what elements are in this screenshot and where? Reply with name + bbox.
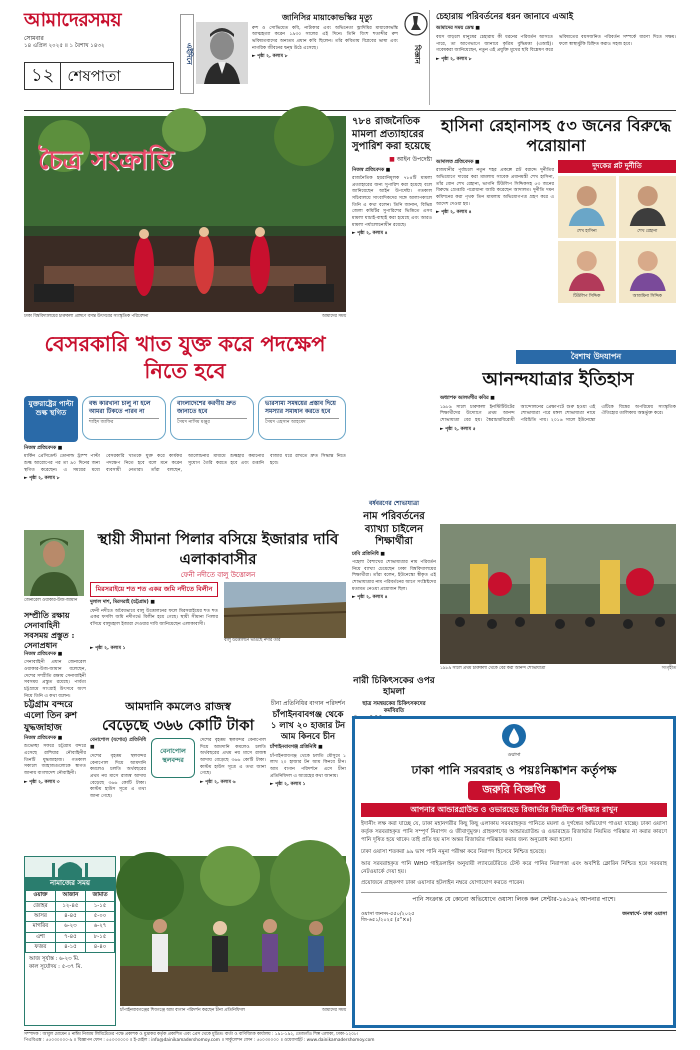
pillar-kicker: ফেনী নদীতে বালু উত্তোলন xyxy=(180,571,256,579)
pillar-more: ► পৃষ্ঠা ২, কলাম ১ xyxy=(90,646,126,652)
pillar-sub: মিরসরাইয়ে শত শত একর জমি নদীতে বিলীন xyxy=(90,582,218,597)
hasina-body: রাজধানীর পূর্বাচলে নতুন শহর প্রকল্পে প্লট বরাদ্দে দুর্নীতির অভিযোগে দায়ের করা মামলায় সাবেক প্রধানমন্ত্রী শেখ হাসিনা, তাঁর বোন শেখ রেহানা, ভাগনি টিউলিপ সিদ্দিকসহ ৫৩ জনের বিরুদ্ধে গ্রেপ্তারি পরোয়ানা জারি করেছেন আদালত। দুর্নীতি দমন কমিশনের করা পৃথক তিন মামলায় অভিযোগপত্র গ্রহণ করে এ আদেশ দেওয়া হয়। xyxy=(436,168,554,207)
science-tag-label: বিজ্ঞান xyxy=(413,44,422,64)
prayer-row: এশা ৭-৪৫ ৮-১৫ xyxy=(26,932,115,942)
wasa-ref: ওয়াসা জনসং-৫৫০/২০২৫ xyxy=(361,910,415,917)
ediche-more: ► পৃষ্ঠা ২, কলাম ৮ xyxy=(252,54,288,60)
wasa-hotline: পানি সংক্রান্ত যে কোনো অভিযোগে ওয়াসা লিংক কল সেন্টার-১৬১৬২ আপনার পাশে। xyxy=(361,892,667,904)
pillar-article: স্থায়ী সীমানা পিলার বসিয়ে ইজারার দাবি এলাকাবাসীর ফেনী নদীতে বালু উত্তোলন মিরসরাইয়ে শত শত একর জমি নদীতে বিলীন দুলাল দাশ, মিরসরাই (চট্টগ্রাম) ■ ফেনী নদীতে অবৈধভাবে বালু উত্তোলনের ফলে মিরসরাইয়ের শত শত একর ফসলি জমি নদীগর্ভে বিলীন হয়ে গেছে। স্থায়ী সীমানা পিলার বসিয়ে বালুমহাল ইজারা দেওয়ার দাবি জানিয়েছেন এলাকাবাসী। বালু উত্তোলনে ভাঙছে নদীর তীর ► পৃষ্ঠা ২, কলাম ১ xyxy=(90,530,346,694)
revenue-kicker: আমদানি কমলেও রাজস্ব xyxy=(125,700,231,713)
ediche-tag: এইদিনে xyxy=(180,14,194,94)
prayer-times-table: ওয়াক্ত আজান জামাত জোহর ১২-৪৫ ১-১৫ আসর ৪-৪৫ ৫-০০ মাগরিব ৬-২৩ ৬-২৭ এশা ৭-৪৫ ৮-১৫ ফজর ৪-১৫ ৪-৪০ xyxy=(25,890,115,953)
wasa-body-4: প্রয়োজনে গ্রাহকগণ ঢাকা ওয়াসার হটলাইন নম্বরে যোগাযোগ করতে পারেন। xyxy=(361,880,525,887)
mamla-body: রাজনৈতিক হয়রানিমূলক ৭৮৪টি মামলা প্রত্যাহারের জন্য সুপারিশ করা হয়েছে বলে জানিয়েছেন আইন উপদেষ্টা। গতকাল সচিবালয়ে সাংবাদিকদের সঙ্গে আলাপকালে তিনি এ কথা বলেন। তিনি জানান, বিভিন্ন জেলা কমিটির সুপারিশের ভিত্তিতে এসব মামলা যাচাই-বাছাই করা হয়েছে এবং আরও মামলা পর্যালোচনাধীন রয়েছে। xyxy=(352,176,432,228)
hasina-article: হাসিনা রেহানাসহ ৫৩ জনের বিরুদ্ধে পরোয়ানা আদালত প্রতিবেদক ■ রাজধানীর পূর্বাচলে নতুন শহর প্রকল্পে প্লট বরাদ্দে দুর্নীতির অভিযোগে দায়ের করা মামলায় সাবেক প্রধানমন্ত্রী শেখ হাসিনা, তাঁর বোন শেখ রেহানা, ভাগনি টিউলিপ সিদ্দিকসহ ৫৩ জনের বিরুদ্ধে গ্রেপ্তারি পরোয়ানা জারি করেছেন আদালত। দুর্নীতি দমন কমিশনের করা পৃথক তিন মামলায় অভিযোগপত্র গ্রহণ করে এ আদেশ দেওয়া হয়। ► পৃষ্ঠা ২, কলাম ৪ দুদকের প্লট দুর্নীতি শেখ হাসিনা শেখ রেহানা টিউলিপ সিদ্দিক আজমিনা সিদ্দিক xyxy=(436,116,676,346)
ananda-tag: বৈশাখ উদযাপন xyxy=(516,350,676,364)
mamla-headline: ৭৮৪ রাজনৈতিক মামলা প্রত্যাহারের সুপারিশ করা হয়েছে xyxy=(352,116,431,152)
mango-body: চাঁপাইনবাবগঞ্জ থেকে চলতি মৌসুমে ১ লাখ ২০ হাজার টন আম কিনবে চীন। আম বাগান পরিদর্শনে এসে চীনা প্রতিনিধিদল এ আগ্রহের কথা জানায়। xyxy=(270,753,346,779)
name-change-more: ► পৃষ্ঠা ২, কলাম ৪ xyxy=(352,595,388,601)
wasa-subtitle: আপনার আন্ডারগ্রাউন্ড ও ওভারহেড রিজার্ভার নিয়মিত পরিষ্কার রাখুন xyxy=(361,803,667,817)
cover-photo-title: চৈত্র সংক্রান্তি xyxy=(38,146,174,176)
wasa-notice xyxy=(352,716,676,1028)
sun-times: আজ সূর্যাস্ত : ৬-২৩ মি. কাল সূর্যোদয় : ৫-৩৭ মি. xyxy=(29,956,83,970)
doctor-headline: নারী চিকিৎসকের ওপর হামলা xyxy=(353,676,435,698)
mango-more: ► পৃষ্ঠা ২, কলাম ১ xyxy=(270,782,306,788)
prayer-row: জোহর ১২-৪৫ ১-১৫ xyxy=(26,901,115,911)
river-bank-photo xyxy=(224,582,346,638)
wasa-body-1: ইদানীং লক্ষ করা যাচ্ছে যে, ঢাকা মহানগরীর কিছু কিছু এলাকায় সরবরাহকৃত পানিতে ময়লা ও দুর্গন্ধের অভিযোগ পাওয়া যাচ্ছে। ঢাকা ওয়াসা কর্তৃক সরবরাহকৃত পানি সম্পূর্ণ নিরাপদ ও জীবাণুমুক্ত। গ্রাহকগণের আন্ডারগ্রাউন্ড ও ওভারহেড রিজার্ভার নিয়মিত পরিষ্কার না করার কারণে পানি দূষিত হয়ে থাকে। তাই প্রতি ছয় মাস অন্তর রিজার্ভার পরিষ্কার করার জন্য অনুরোধ করা হলো। xyxy=(361,820,667,843)
science-article: চেহারায় পরিবর্তনের ধরন জানাবে এআই আমাদের সময় ডেস্ক ■ বয়স বাড়লে মানুষের চেহারায় কী ধরনের পরিবর্তন আসতে পারে, তা আগেভাগে জানাবে কৃত্রিম বুদ্ধিমত্তা (এআই)। গবেষকরা জানিয়েছেন, নতুন এই প্রযুক্তি মুখের ছবি বিশ্লেষণ করে ভবিষ্যতের বয়সজনিত পরিবর্তন সম্পর্কে ধারণা দিতে সক্ষম। ফলে স্বাস্থ্যঝুঁকি চিহ্নিত করাও সহজ হবে। ► পৃষ্ঠা ২, কলাম ৮ xyxy=(436,12,676,62)
port-body: শুভেচ্ছা সফরে চট্টগ্রাম বন্দরে এসেছে রাশিয়ার নৌবাহিনীর তিনটি যুদ্ধজাহাজ। গতকাল সকালে জাহাজগুলোকে স্বাগত জানায় বাংলাদেশ নৌবাহিনী। xyxy=(24,744,86,776)
army-caption: জেনারেল ওয়াকার-উজ-জামান xyxy=(24,598,78,603)
wasa-title: ঢাকা পানি সরবরাহ ও পয়ঃনিষ্কাশন কর্তৃপক্ষ xyxy=(411,762,617,777)
port-more: ► পৃষ্ঠা ২, কলাম ৩ xyxy=(24,779,60,785)
mango-article: চীনা প্রতিনিধির বাগান পরিদর্শন চাঁপাইনবাবগঞ্জ থেকে ১ লাখ ২০ হাজার টন আম কিনবে চীন চাঁপাইনবাবগঞ্জ প্রতিনিধি ■ চাঁপাইনবাবগঞ্জ থেকে চলতি মৌসুমে ১ লাখ ২০ হাজার টন আম কিনবে চীন। আম বাগান পরিদর্শনে এসে চীনা প্রতিনিধিদল এ আগ্রহের কথা জানায়। ► পৃষ্ঠা ২, কলাম ১ xyxy=(270,700,346,788)
mayakovsky-portrait xyxy=(196,22,248,84)
masthead-day: সোমবার xyxy=(24,34,44,42)
science-tag xyxy=(404,10,430,105)
mosque-icon xyxy=(25,857,115,877)
revenue-more: ► পৃষ্ঠা ২, কলাম ৬ xyxy=(200,780,236,786)
name-change-body: পহেলা বৈশাখের শোভাযাত্রার নাম পরিবর্তন নিয়ে ব্যাখ্যা চেয়েছেন ঢাকা বিশ্ববিদ্যালয়ের শিক্ষার্থীরা। তাঁরা বলেন, ইউনেস্কো স্বীকৃত এই শোভাযাত্রার নাম পরিবর্তনের আগে সংশ্লিষ্টদের মতামত নেওয়া প্রয়োজন ছিল। xyxy=(352,560,436,592)
microscope-icon xyxy=(404,10,428,38)
mamla-more: ► পৃষ্ঠা ২, কলাম ৪ xyxy=(352,231,388,237)
quote-1: বন্ধ কারখানা চালু না হলে আমরা টিকতে পারব না শাহিদ জাফির xyxy=(82,396,166,440)
cover-caption: ঢাকা বিশ্ববিদ্যালয়ের চারুকলা প্রাঙ্গণে বসন্ত উৎসবের সাংস্কৃতিক পরিবেশনা আমাদের সময় xyxy=(24,314,346,322)
army-body: সেনাবাহিনী প্রধান জেনারেল ওয়াকার-উজ-জামান বলেছেন, দেশের সম্প্রীতি রক্ষায় সেনাবাহিনী সবসময় প্রস্তুত রয়েছে। পার্বত্য চট্টগ্রামে সাংগ্রাই উৎসবে অংশ নিয়ে তিনি এ কথা বলেন। xyxy=(24,660,86,699)
ediche-body: রুশ ও সোভিয়েত কবি, নাট্যকার এবং অভিনেতা ভ্লাদিমির মায়াকোভস্কি আত্মহত্যা করেন ১৯৩০ সালের এই দিনে। তিনি বিংশ শতাব্দীর রুশ ভবিষ্যতবাদের অন্যতম প্রধান কবি ছিলেন। তাঁর কবিতায় বিপ্লবের ভাষা এবং নাগরিক জীবনের দ্বন্দ্ব উঠে এসেছে। xyxy=(252,25,398,51)
army-chief-photo xyxy=(24,530,84,596)
army-headline: সম্প্রীতি রক্ষায় সেনাবাহিনী সবসময় প্রস্তুত : সেনাপ্রধান xyxy=(24,610,75,650)
private-article: নিজস্ব প্রতিবেদক ■ মার্কিন প্রেসিডেন্ট ডোনাল্ড ট্রাম্প পাল্টা শুল্ক আরোপের পর তা ৯০ দিনের জন্য স্থগিত করেছেন। এ সময়ের মধ্যে বেসরকারি খাতকে যুক্ত করে কার্যকর পদক্ষেপ নিতে হবে বলে মনে করেন ব্যবসায়ী নেতারা। তাঁরা বলছেন, আলোচনার মাধ্যমে শুল্কহার কমানোর সুযোগ তৈরি করতে হবে এবং রপ্তানি বাজার ধরে রাখতে দ্রুত সিদ্ধান্ত নিতে হবে। ► পৃষ্ঠা ২, কলাম ৮ xyxy=(24,446,346,482)
ediche-title: জানিসির মায়াকোভস্কির মৃত্যু xyxy=(282,12,373,22)
private-headline: বেসরকারি খাত যুক্ত করে পদক্ষেপ নিতে হবে xyxy=(44,331,326,384)
prayer-row: মাগরিব ৬-২৩ ৬-২৭ xyxy=(26,922,115,932)
name-change-article: বর্ষবরণের শোভাযাত্রা নাম পরিবর্তনের ব্যাখ্যা চাইলেন শিক্ষার্থীরা ঢাবি প্রতিনিধি ■ পহেলা বৈশাখের শোভাযাত্রার নাম পরিবর্তন নিয়ে ব্যাখ্যা চেয়েছেন ঢাকা বিশ্ববিদ্যালয়ের শিক্ষার্থীরা। তাঁরা বলেন, ইউনেস্কো স্বীকৃত এই শোভাযাত্রার নাম পরিবর্তনের আগে সংশ্লিষ্টদের মতামত নেওয়া প্রয়োজন ছিল। ► পৃষ্ঠা ২, কলাম ৪ xyxy=(352,500,436,601)
prayer-times-title: নামাজের সময় xyxy=(25,877,115,890)
wasa-body-3: আর সরবরাহকৃত পানি WHO গাইডলাইন অনুযায়ী ল্যাবরেটরিতে টেস্ট করে পানির নিরাপত্তা এবং অবশিষ্ট ক্লোরিন নিশ্চিত হয়ে সরবরাহ নেটওয়ার্কে দেয়া হয়। xyxy=(361,860,667,875)
pillar-caption: বালু উত্তোলনে ভাঙছে নদীর তীর xyxy=(224,638,281,644)
portrait-azmina: আজমিনা সিদ্দিক xyxy=(619,241,677,303)
private-kicker: যুক্তরাষ্ট্রের পাল্টা শুল্ক স্থগিত xyxy=(24,396,78,442)
masthead-date: ১৪ এপ্রিল ২০২৫ ॥ ১ বৈশাখ ১৪৩২ xyxy=(24,42,105,49)
revenue-article: আমদানি কমলেও রাজস্ব বেড়েছে ৩৬৬ কোটি টাকা বেনাপোল (যশোর) প্রতিনিধি ■ দেশের বৃহত্তম স্থলবন্দর বেনাপোল দিয়ে আমদানি কমলেও চলতি অর্থবছরের প্রথম নয় মাসে রাজস্ব আদায় বেড়েছে ৩৬৬ কোটি টাকা। কাস্টম হাউস সূত্রে এ তথ্য জানা গেছে। বেনাপোল স্থলবন্দর দেশের বৃহত্তম স্থলবন্দর বেনাপোল দিয়ে আমদানি কমলেও চলতি অর্থবছরের প্রথম নয় মাসে রাজস্ব আদায় বেড়েছে ৩৬৬ কোটি টাকা। কাস্টম হাউস সূত্রে এ তথ্য জানা গেছে। ► পৃষ্ঠা ২, কলাম ৬ xyxy=(90,700,266,799)
private-more: ► পৃষ্ঠা ২, কলাম ৮ xyxy=(24,476,60,482)
ananda-body: ১৯৮৯ সালে চারুকলা ইনস্টিটিউটের শিক্ষার্থীদের উদ্যোগে প্রথম আনন্দ শোভাযাত্রা বের হয়। স্বৈরাচারবিরোধী আন্দোলনের প্রেক্ষাপটে শুরু হওয়া এই শোভাযাত্রা পরে মঙ্গল শোভাযাত্রা নামে পরিচিতি পায়। ২০১৬ সালে ইউনেস্কো এটিকে বিশ্বের অপরিমেয় সাংস্কৃতিক ঐতিহ্যের তালিকায় অন্তর্ভুক্ত করে। xyxy=(440,404,676,424)
ananda-article: আনন্দযাত্রার ইতিহাস অধ্যাপক আলমগীর কবির ■ ১৯৮৯ সালে চারুকলা ইনস্টিটিউটের শিক্ষার্থীদের উদ্যোগে প্রথম আনন্দ শোভাযাত্রা বের হয়। স্বৈরাচারবিরোধী আন্দোলনের প্রেক্ষাপটে শুরু হওয়া এই শোভাযাত্রা পরে মঙ্গল শোভাযাত্রা নামে পরিচিতি পায়। ২০১৬ সালে ইউনেস্কো এটিকে বিশ্বের অপরিমেয় সাংস্কৃতিক ঐতিহ্যের তালিকায় অন্তর্ভুক্ত করে। ► পৃষ্ঠা ২, কলাম ৫ xyxy=(440,369,676,432)
ananda-headline: আনন্দযাত্রার ইতিহাস xyxy=(482,369,634,390)
revenue-body: দেশের বৃহত্তম স্থলবন্দর বেনাপোল দিয়ে আমদানি কমলেও চলতি অর্থবছরের প্রথম নয় মাসে রাজস্ব আদায় বেড়েছে ৩৬৬ কোটি টাকা। কাস্টম হাউস সূত্রে এ তথ্য জানা গেছে। xyxy=(90,754,146,799)
doctor-sub: ছাত্র সমন্বয়কের চিকিৎসকদের কর্মবিরতি xyxy=(362,700,426,714)
ananda-more: ► পৃষ্ঠা ২, কলাম ৫ xyxy=(440,426,476,432)
ananda-caption: ১৯৮৯ সালে প্রথম চারুকলা থেকে বের করা আনন্দ শোভাযাত্রা সংগৃহীত xyxy=(440,666,676,671)
imprint-footer: সম্পাদক : আবুল মোমেন ॥ নাঈম নিজাম লিমিটেডের পক্ষে প্রকাশক ও মুদ্রাকর কর্তৃক প্রকাশিত এবং প্রেস থেকে মুদ্রিত। বার্তা ও বাণিজ্যিক কার্যালয় : ১৯১-১৯২, তেজগাঁও শিল্প এলাকা, ঢাকা-১২০৮। পিএবিএক্স : ৫৫০৩০০০০-৯ ॥ বিজ্ঞাপন ফোন : ৫৫০৩০০০০ ॥ ই-মেইল : info@dainikamadershomoy.com ॥ সার্কুলেশন ফোন : ৫৫০৩০০০০ ॥ ওয়েবসাইট : www.dainikamadershomoy.com xyxy=(24,1032,375,1043)
wasa-notice-badge: জরুরি বিজ্ঞপ্তি xyxy=(361,781,667,800)
mango-caption: চাঁপাইনবাবগঞ্জের শিবগঞ্জে আম বাগান পরিদর্শন করছেন চীনা প্রতিনিধিদল আমাদের সময় xyxy=(120,1008,346,1013)
wasa-sign: জনস্বার্থে- ঢাকা ওয়াসা xyxy=(622,910,667,917)
pillar-headline: স্থায়ী সীমানা পিলার বসিয়ে ইজারার দাবি এলাকাবাসীর xyxy=(97,530,339,568)
mango-headline: চাঁপাইনবাবগঞ্জ থেকে ১ লাখ ২০ হাজার টন আম কিনবে চীন xyxy=(270,710,346,743)
port-headline: চট্টগ্রাম বন্দরে এলো তিন রুশ যুদ্ধজাহাজ xyxy=(24,700,77,733)
mamla-sub: ■ আইন উপদেষ্টা xyxy=(389,155,432,163)
name-change-kicker: বর্ষবরণের শোভাযাত্রা xyxy=(369,500,419,507)
page-section: শেষপাতা xyxy=(67,66,121,85)
mamla-article: ৭৮৪ রাজনৈতিক মামলা প্রত্যাহারের সুপারিশ করা হয়েছে ■ আইন উপদেষ্টা নিজস্ব প্রতিবেদক ■ রাজনৈতিক হয়রানিমূলক ৭৮৪টি মামলা প্রত্যাহারের জন্য সুপারিশ করা হয়েছে বলে জানিয়েছেন আইন উপদেষ্টা। গতকাল সচিবালয়ে সাংবাদিকদের সঙ্গে আলাপকালে তিনি এ কথা বলেন। তিনি জানান, বিভিন্ন জেলা কমিটির সুপারিশের ভিত্তিতে এসব মামলা যাচাই-বাছাই করা হয়েছে এবং আরও মামলা পর্যালোচনাধীন রয়েছে। ► পৃষ্ঠা ২, কলাম ৪ xyxy=(352,116,432,237)
ananda-procession-photo xyxy=(440,524,676,664)
revenue-badge: বেনাপোল স্থলবন্দর xyxy=(151,738,195,778)
private-body: মার্কিন প্রেসিডেন্ট ডোনাল্ড ট্রাম্প পাল্টা শুল্ক আরোপের পর তা ৯০ দিনের জন্য স্থগিত করেছেন। এ সময়ের মধ্যে বেসরকারি খাতকে যুক্ত করে কার্যকর পদক্ষেপ নিতে হবে বলে মনে করেন ব্যবসায়ী নেতারা। তাঁরা বলছেন, আলোচনার মাধ্যমে শুল্কহার কমানোর সুযোগ তৈরি করতে হবে এবং রপ্তানি বাজার ধরে রাখতে দ্রুত সিদ্ধান্ত নিতে হবে। xyxy=(24,454,346,473)
pillar-body: ফেনী নদীতে অবৈধভাবে বালু উত্তোলনের ফলে মিরসরাইয়ের শত শত একর ফসলি জমি নদীগর্ভে বিলীন হয়ে গেছে। স্থায়ী সীমানা পিলার বসিয়ে বালুমহাল ইজারা দেওয়ার দাবি জানিয়েছেন এলাকাবাসী। xyxy=(90,608,218,627)
prayer-row: ফজর ৪-১৫ ৪-৪০ xyxy=(26,942,115,952)
portrait-rehana: শেখ রেহানা xyxy=(619,176,677,238)
port-article: চট্টগ্রাম বন্দরে এলো তিন রুশ যুদ্ধজাহাজ নিজস্ব প্রতিবেদক ■ শুভেচ্ছা সফরে চট্টগ্রাম বন্দরে এসেছে রাশিয়ার নৌবাহিনীর তিনটি যুদ্ধজাহাজ। গতকাল সকালে জাহাজগুলোকে স্বাগত জানায় বাংলাদেশ নৌবাহিনী। ► পৃষ্ঠা ২, কলাম ৩ xyxy=(24,700,86,785)
prayer-row: আসর ৪-৪৫ ৫-০০ xyxy=(26,912,115,922)
page-number-box xyxy=(24,62,174,90)
wasa-body-2: ঢাকা ওয়াসা শতকরা ৯৯ ভাগ পানি নমুনা পরীক্ষা করে নিরাপদ হিসেবে নিশ্চিত হয়েছে। xyxy=(361,848,546,855)
mango-kicker: চীনা প্রতিনিধির বাগান পরিদর্শন xyxy=(270,700,346,707)
army-article: সম্প্রীতি রক্ষায় সেনাবাহিনী সবসময় প্রস্তুত : সেনাপ্রধান নিজস্ব প্রতিবেদক ■ সেনাবাহিনী প্রধান জেনারেল ওয়াকার-উজ-জামান বলেছেন, দেশের সম্প্রীতি রক্ষায় সেনাবাহিনী সবসময় প্রস্তুত রয়েছে। পার্বত্য চট্টগ্রামে সাংগ্রাই উৎসবে অংশ নিয়ে তিনি এ কথা বলেন। xyxy=(24,610,86,699)
quote-3: ভারসাম্য সমন্বয়ের প্রস্তাব দিয়ে সমস্যার সমাধান করতে হবে সৈয়দ এহসান আহমেদ xyxy=(258,396,346,440)
portrait-tulip: টিউলিপ সিদ্দিক xyxy=(558,241,616,303)
hasina-headline: হাসিনা রেহানাসহ ৫৩ জনের বিরুদ্ধে পরোয়ানা xyxy=(441,116,671,155)
water-drop-icon xyxy=(501,723,527,749)
chaitra-sangkranti-photo xyxy=(24,116,346,312)
name-change-headline: নাম পরিবর্তনের ব্যাখ্যা চাইলেন শিক্ষার্থীরা xyxy=(363,511,425,548)
hasina-more: ► পৃষ্ঠা ২, কলাম ৪ xyxy=(436,210,472,216)
cover-credit: আমাদের সময় xyxy=(321,314,346,319)
science-title: চেহারায় পরিবর্তনের ধরন জানাবে এআই xyxy=(436,12,574,22)
private-headline-box xyxy=(24,330,346,392)
wasa-logo: ওয়াসা xyxy=(361,723,667,759)
science-body: বয়স বাড়লে মানুষের চেহারায় কী ধরনের পরিবর্তন আসতে পারে, তা আগেভাগে জানাবে কৃত্রিম বুদ্ধিমত্তা (এআই)। গবেষকরা জানিয়েছেন, নতুন এই প্রযুক্তি মুখের ছবি বিশ্লেষণ করে ভবিষ্যতের বয়সজনিত পরিবর্তন সম্পর্কে ধারণা দিতে সক্ষম। ফলে স্বাস্থ্যঝুঁকি চিহ্নিত করাও সহজ হবে। xyxy=(436,34,676,54)
page-number: ১২ xyxy=(25,63,61,89)
portrait-hasina: শেখ হাসিনা xyxy=(558,176,616,238)
newspaper-logo: আমাদেরসময় xyxy=(24,8,174,34)
mango-orchard-photo xyxy=(120,856,346,1006)
science-more: ► পৃষ্ঠা ২, কলাম ৮ xyxy=(436,56,472,62)
revenue-headline: বেড়েছে ৩৬৬ কোটি টাকা xyxy=(102,715,254,734)
prayer-times-box xyxy=(24,856,116,1026)
ediche-article xyxy=(252,12,398,107)
quote-2: বাংলাদেশের করণীয় দ্রুত জানাতে হবে সৈয়দ নাসিম মঞ্জুর xyxy=(170,396,254,440)
wasa-ref-2: জি-৬৫১/২০২৫ (৫"×৪) xyxy=(361,917,412,924)
hasina-badge: দুদকের প্লট দুর্নীতি xyxy=(558,160,676,173)
